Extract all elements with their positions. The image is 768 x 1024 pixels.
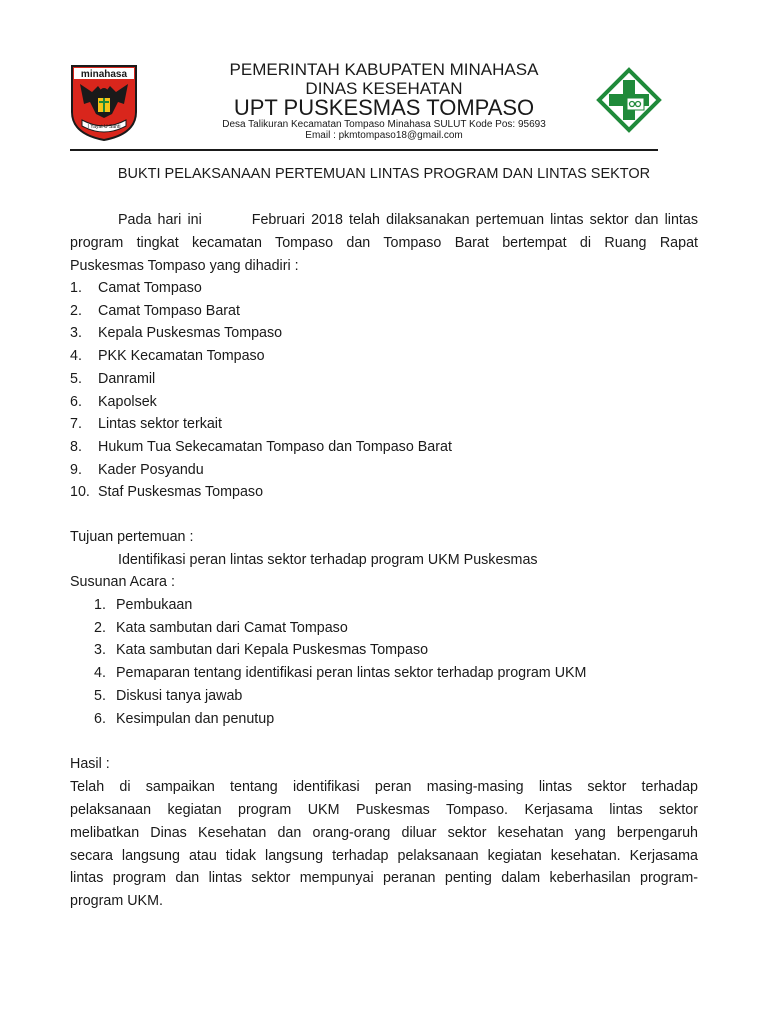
intro-line-3: Puskesmas Tompaso yang dihadiri : bbox=[70, 258, 299, 274]
attendee-item-number: 7. bbox=[70, 416, 82, 433]
attendee-item-number: 1. bbox=[70, 280, 82, 296]
puskesmas-cross-logo bbox=[596, 67, 662, 133]
hasil-line: Telah di sampaikan tentang identifikasi peran masing-masing lintas sektor terhadap bbox=[70, 779, 698, 795]
attendee-item-text: Danramil bbox=[98, 370, 156, 387]
attendee-list bbox=[70, 277, 452, 504]
attendee-item-number: 9. bbox=[70, 461, 82, 478]
attendee-item-number: 10. bbox=[70, 484, 90, 501]
agenda-item-text: Kesimpulan dan penutup bbox=[116, 710, 275, 727]
attendee-item bbox=[70, 481, 452, 504]
letterhead-department: DINAS KESEHATAN bbox=[305, 79, 463, 98]
intro-lead: Pada hari ini bbox=[118, 212, 202, 228]
intro-line-1 bbox=[70, 209, 698, 232]
letterhead-address: Desa Talikuran Kecamatan Tompaso Minahasa SULUT Kode Pos: 95693 bbox=[222, 119, 546, 130]
letterhead-government: PEMERINTAH KABUPATEN MINAHASA bbox=[229, 60, 539, 79]
hasil-line: program UKM. bbox=[70, 893, 163, 909]
attendee-item bbox=[70, 345, 452, 368]
tujuan-text: Identifikasi peran lintas sektor terhadap program UKM Puskesmas bbox=[118, 552, 538, 568]
agenda-item-text: Kata sambutan dari Kepala Puskesmas Tompaso bbox=[116, 642, 429, 659]
hasil-line: secara langsung atau tidak langsung terhadap pelaksanaan kegiatan kesehatan. Kerjasama bbox=[70, 848, 698, 864]
attendee-item-number: 8. bbox=[70, 438, 82, 455]
minahasa-emblem-logo bbox=[68, 62, 140, 142]
agenda-item-number: 5. bbox=[94, 687, 106, 704]
agenda-item bbox=[94, 639, 586, 662]
attendee-item bbox=[70, 368, 452, 391]
attendee-item-number: 5. bbox=[70, 370, 82, 387]
agenda-item bbox=[94, 662, 586, 685]
agenda-item bbox=[94, 685, 586, 708]
attendee-item bbox=[70, 322, 452, 345]
susunan-label: Susunan Acara : bbox=[70, 574, 175, 590]
attendee-item-number: 2. bbox=[70, 302, 82, 319]
attendee-item-text: Lintas sektor terkait bbox=[98, 416, 222, 433]
attendee-item bbox=[70, 277, 452, 300]
agenda-item-number: 3. bbox=[94, 642, 106, 659]
attendee-item bbox=[70, 459, 452, 482]
agenda-item-number: 6. bbox=[94, 710, 106, 727]
agenda-item-number: 1. bbox=[94, 597, 106, 613]
attendee-item bbox=[70, 413, 452, 436]
letterhead-institution: UPT PUSKESMAS TOMPASO bbox=[233, 95, 535, 120]
attendee-item-text: PKK Kecamatan Tompaso bbox=[98, 348, 265, 365]
attendee-item-number: 4. bbox=[70, 348, 82, 365]
agenda-item bbox=[94, 617, 586, 640]
hasil-label: Hasil : bbox=[70, 756, 110, 772]
attendee-item-text: Kapolsek bbox=[98, 393, 157, 410]
attendee-item bbox=[70, 300, 452, 323]
hasil-line: lintas program dan lintas sektor mempunyai peranan penting dalam keberhasilan program- bbox=[70, 870, 698, 886]
attendee-item-text: Staf Puskesmas Tompaso bbox=[98, 484, 264, 501]
attendee-item-text: Kader Posyandu bbox=[98, 461, 204, 478]
attendee-item-number: 3. bbox=[70, 325, 82, 342]
agenda-item-text: Pemaparan tentang identifikasi peran lintas sektor terhadap program UKM bbox=[116, 665, 587, 682]
attendee-item bbox=[70, 391, 452, 414]
agenda-list bbox=[94, 594, 586, 730]
agenda-item-number: 2. bbox=[94, 619, 106, 636]
emblem-name-text: minahasa bbox=[80, 69, 128, 80]
attendee-item-text: Hukum Tua Sekecamatan Tompaso dan Tompaso Barat bbox=[98, 438, 452, 455]
hasil-line: melibatkan Dinas Kesehatan dan orang-orang diluar sektor kesehatan yang berpengaruh bbox=[70, 825, 698, 841]
attendee-item-text: Camat Tompaso Barat bbox=[98, 302, 240, 319]
agenda-item-text: Kata sambutan dari Camat Tompaso bbox=[116, 619, 348, 636]
attendee-item bbox=[70, 436, 452, 459]
attendee-item-text: Kepala Puskesmas Tompaso bbox=[98, 325, 283, 342]
agenda-item bbox=[94, 594, 586, 617]
intro-line-1-text: Februari 2018 telah dilaksanakan pertemuan lintas sektor dan lintas bbox=[251, 212, 698, 228]
hasil-line: pelaksanaan kegiatan program UKM Puskesmas Tompaso. Kerjasama lintas sektor bbox=[70, 802, 698, 818]
agenda-item-number: 4. bbox=[94, 665, 106, 682]
letterhead-email: Email : pkmtompaso18@gmail.com bbox=[305, 130, 463, 141]
document-title: BUKTI PELAKSANAAN PERTEMUAN LINTAS PROGRAM DAN LINTAS SEKTOR bbox=[117, 166, 651, 182]
tujuan-label: Tujuan pertemuan : bbox=[70, 529, 194, 545]
intro-line-2: program tingkat kecamatan Tompaso dan Tompaso Barat bertempat di Ruang Rapat bbox=[70, 235, 698, 251]
agenda-item-text: Pembukaan bbox=[116, 597, 193, 613]
emblem-motto-text: I Yayat U Santi bbox=[87, 124, 121, 130]
letterhead-divider bbox=[70, 149, 658, 151]
agenda-item bbox=[94, 708, 586, 731]
attendee-item-number: 6. bbox=[70, 393, 82, 410]
attendee-item-text: Camat Tompaso bbox=[98, 280, 202, 296]
agenda-item-text: Diskusi tanya jawab bbox=[116, 687, 243, 704]
